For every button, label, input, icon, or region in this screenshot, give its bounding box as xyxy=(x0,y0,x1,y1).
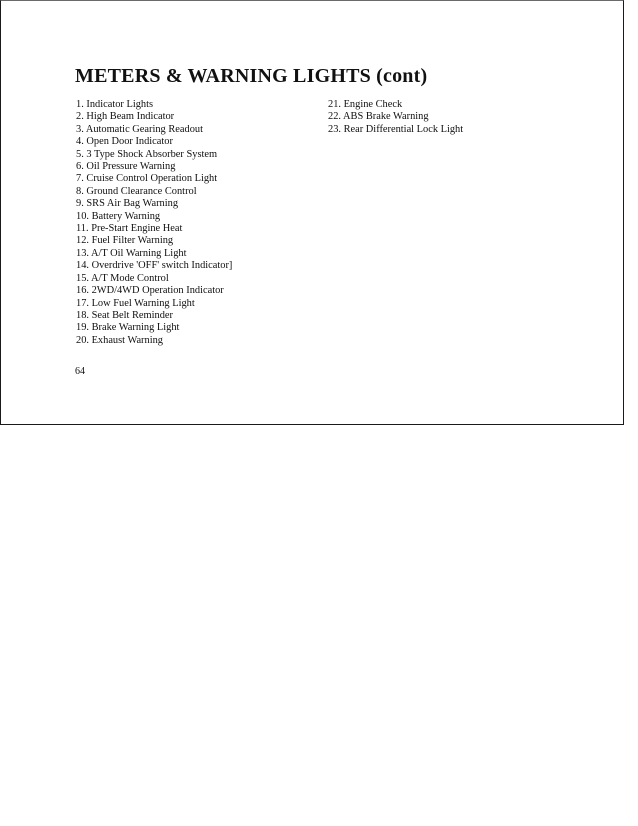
list-item: 12. Fuel Filter Warning xyxy=(76,235,174,247)
list-item: 16. 2WD/4WD Operation Indicator xyxy=(76,285,224,297)
list-item: 14. Overdrive 'OFF' switch Indicator] xyxy=(76,260,233,272)
list-item: 5. 3 Type Shock Absorber System xyxy=(76,148,218,160)
page-number: 64 xyxy=(75,366,85,377)
list-item: 8. Ground Clearance Control xyxy=(76,185,197,197)
list-item: 17. Low Fuel Warning Light xyxy=(76,297,195,309)
list-item: 18. Seat Belt Reminder xyxy=(76,309,173,321)
right-column-list xyxy=(328,99,463,136)
list-item: 7. Cruise Control Operation Light xyxy=(76,173,218,185)
list-item: 10. Battery Warning xyxy=(76,210,161,222)
page-title: METERS & WARNING LIGHTS (cont) xyxy=(75,65,428,87)
list-item: 1. Indicator Lights xyxy=(76,99,154,110)
list-item: 21. Engine Check xyxy=(328,99,403,110)
list-item: 4. Open Door Indicator xyxy=(76,136,173,148)
list-item: 22. ABS Brake Warning xyxy=(328,111,429,123)
list-item: 19. Brake Warning Light xyxy=(76,322,180,334)
list-item: 9. SRS Air Bag Warning xyxy=(76,198,179,210)
left-column-list xyxy=(76,99,232,347)
list-item: 6. Oil Pressure Warning xyxy=(76,161,176,173)
list-item: 20. Exhaust Warning xyxy=(76,334,163,346)
list-item: 3. Automatic Gearing Readout xyxy=(76,123,203,135)
list-item: 11. Pre-Start Engine Heat xyxy=(76,223,183,235)
list-item: 15. A/T Mode Control xyxy=(76,272,169,284)
list-item: 2. High Beam Indicator xyxy=(76,111,175,123)
list-item: 13. A/T Oil Warning Light xyxy=(76,247,187,259)
list-item: 23. Rear Differential Lock Light xyxy=(328,123,464,135)
